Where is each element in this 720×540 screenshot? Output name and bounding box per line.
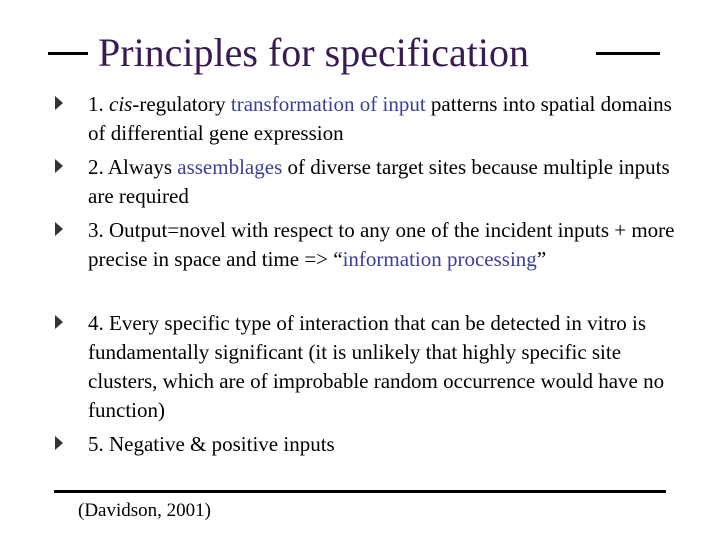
triangle-right-icon — [52, 430, 66, 456]
highlight-phrase: information processing — [342, 247, 537, 271]
title-rule-right — [596, 52, 660, 55]
triangle-right-icon — [52, 216, 66, 242]
slide-title: Principles for specification — [98, 30, 529, 75]
citation: (Davidson, 2001) — [78, 500, 211, 521]
title-rule-left — [48, 52, 88, 55]
highlight-phrase: assemblages — [177, 155, 283, 179]
bullet-text-4: 4. Every specific type of interaction that can be detected in vitro is fundamentally significant (it is unlikely that highly specific site clusters, which are of improbable random occurrence would have no function) — [88, 311, 665, 422]
triangle-right-icon — [52, 153, 66, 179]
triangle-right-icon — [52, 309, 66, 335]
bullet-text-2: 2. Always assemblages of diverse target sites because multiple inputs are required — [88, 155, 670, 208]
highlight-phrase: transformation of input — [230, 92, 426, 116]
bullet-text-3: 3. Output=novel with respect to any one of the incident inputs + more precise in space and time => “information processing” — [88, 218, 675, 271]
triangle-right-icon — [52, 90, 66, 116]
bottom-rule — [54, 490, 666, 493]
bullet-text-1: 1. cis-regulatory transformation of input patterns into spatial domains of differential gene expression — [88, 92, 672, 145]
bullet-text-5: 5. Negative & positive inputs — [88, 432, 335, 456]
